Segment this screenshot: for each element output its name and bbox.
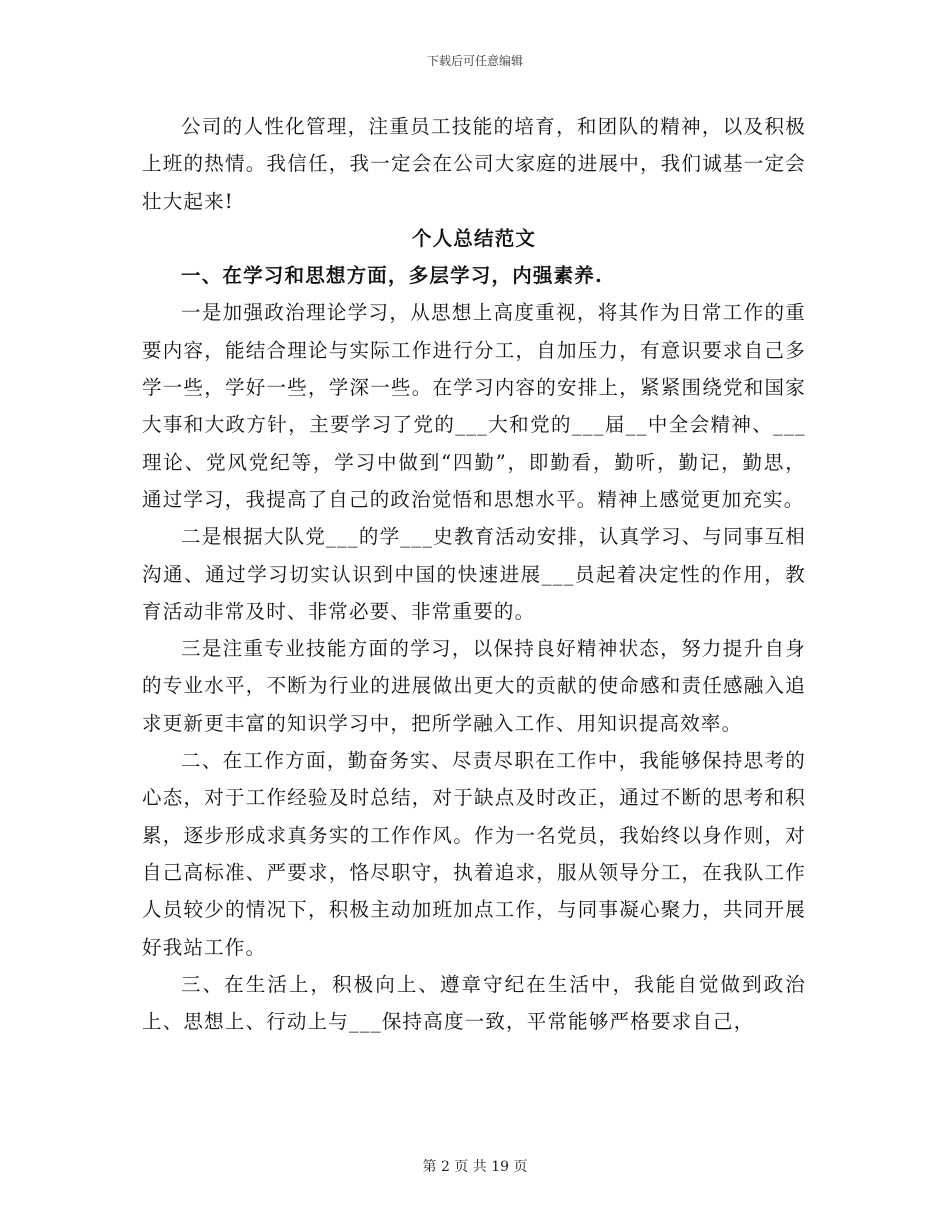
paragraph-intro: 公司的人性化管理，注重员工技能的培育，和团队的精神，以及积极上班的热情。我信任，我一定会在公司大家庭的进展中，我们诚基一定会壮大起来! — [142, 115, 806, 213]
paragraph-study-2: 二是根据大队党___的学___史教育活动安排，认真学习、与同事互相沟通、通过学习切实认识到中国的快速进展___员起着决定性的作用，教育活动非常及时、非常必要、非常重要的。 — [142, 525, 806, 623]
paragraph-work: 二、在工作方面，勤奋务实、尽责尽职在工作中，我能够保持思考的心态，对于工作经验及时总结，对于缺点及时改正，通过不断的思考和积累，逐步形成求真务实的工作作风。作为一名党员，我始终以身作则，对自己高标准、严要求，恪尽职守，执着追求，服从领导分工，在我队工作人员较少的情况下，积极主动加班加点工作，与同事凝心聚力，共同开展好我站工作。 — [142, 749, 806, 959]
page-header: 下载后可任意编辑 — [426, 54, 523, 68]
heading-study: 一、在学习和思想方面，多层学习，内强素养. — [181, 264, 603, 288]
page-footer: 第 2 页 共 19 页 — [422, 1159, 528, 1175]
paragraph-life: 三、在生活上，积极向上、遵章守纪在生活中，我能自觉做到政治上、思想上、行动上与___保持高度一致，平常能够严格要求自己， — [142, 972, 806, 1034]
section-title: 个人总结范文 — [411, 226, 537, 250]
document-body — [142, 108, 806, 1040]
paragraph-study-3: 三是注重专业技能方面的学习，以保持良好精神状态，努力提升自身的专业水平，不断为行业的进展做出更大的贡献的使命感和责任感融入追求更新更丰富的知识学习中，把所学融入工作、用知识提高效率。 — [142, 637, 806, 735]
paragraph-study-1: 一是加强政治理论学习，从思想上高度重视，将其作为日常工作的重要内容，能结合理论与实际工作进行分工，自加压力，有意识要求自己多学一些，学好一些，学深一些。在学习内容的安排上，紧紧围绕党和国家大事和大政方针，主要学习了党的___大和党的___届__中全会精神、___理论、党风党纪等，学习中做到“四勤”，即勤看，勤听，勤记，勤思，通过学习，我提高了自己的政治觉悟和思想水平。精神上感觉更加充实。 — [142, 301, 806, 511]
